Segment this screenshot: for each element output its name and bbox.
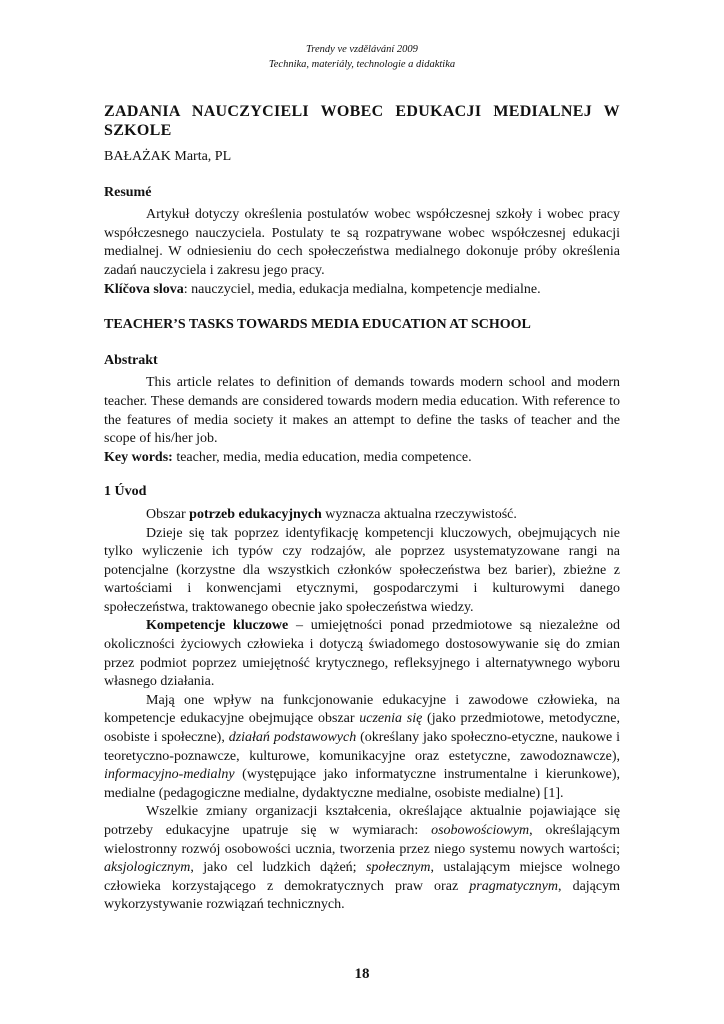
abstract-heading: Abstrakt bbox=[104, 352, 158, 368]
text-run: , dającym wykorzystywanie rozwiązań technicznych. bbox=[104, 878, 621, 913]
paragraph-5 bbox=[104, 803, 620, 915]
resume-heading: Resumé bbox=[104, 184, 152, 200]
italic-term: działań podstawowych bbox=[228, 730, 357, 746]
italic-term: uczenia się bbox=[359, 711, 423, 727]
paragraph-4 bbox=[104, 692, 620, 804]
keywords-en-list: teacher, media, media education, media competence. bbox=[172, 449, 472, 465]
article-title: ZADANIA NAUCZYCIELI WOBEC EDUKACJI MEDIALNEJ W SZKOLE bbox=[104, 103, 620, 139]
header-subtitle: Technika, materiály, technologie a didaktika bbox=[268, 59, 456, 70]
text-run: , określającym wielostronny rozwój osobowości ucznia, tworzenia przez niego systemu nowych wartości; bbox=[104, 823, 621, 857]
italic-term: społecznym bbox=[365, 860, 431, 876]
text-run: Mają one wpływ na funkcjonowanie edukacyjne i zawodowe człowieka, na kompetencje edukacyjne obejmujące obszar bbox=[104, 692, 620, 727]
keywords-pl bbox=[104, 281, 620, 300]
italic-term: informacyjno-medialny bbox=[104, 767, 235, 783]
resume-text: Artykuł dotyczy określenia postulatów wobec współczesnej szkoły i wobec pracy współczesnego nauczyciela. Postulaty te są rozpatrywane wobec współczesnej edukacji medialnej. W odniesieniu do cech społeczeństwa medialnego dokonuje próby określenia zadań nauczyciela i zakresu jego pracy. bbox=[104, 207, 620, 278]
running-header bbox=[0, 42, 724, 72]
text-run: Obszar bbox=[146, 506, 190, 522]
keywords-pl-label: Klíčova slova bbox=[104, 281, 184, 297]
paragraph-3 bbox=[104, 617, 620, 691]
article-author: BAŁAŻAK Marta, PL bbox=[104, 149, 232, 164]
page-number: 18 bbox=[354, 966, 370, 982]
section-heading-intro: 1 Úvod bbox=[104, 484, 147, 500]
english-title: TEACHER’S TASKS TOWARDS MEDIA EDUCATION AT SCHOOL bbox=[104, 317, 531, 333]
text-run: (występujące jako informatyczne instrumentalne i kierunkowe), medialne (pedagogiczne medialne, dydaktyczne medialne, osobiste medialne) [1]. bbox=[104, 767, 620, 801]
paragraph-2: Dzieje się tak poprzez identyfikację kompetencji kluczowych, obejmujących nie tylko wyliczenie ich typów czy rodzajów, ale poprzez usystematyzowane rangi na potencjalne (korzystne dla wszystkich członków społeczeństwa bez barier), zbieżne z wartościami i konwencjami etycznymi, gospodarczymi i kulturowymi danego społeczeństwa, traktowanego obecnie jako społeczeństwa wiedzy. bbox=[104, 525, 620, 615]
text-run: , ustalającym miejsce wolnego człowieka korzystającego z demokratycznych praw oraz bbox=[104, 860, 620, 894]
header-conference: Trendy ve vzdělávání 2009 bbox=[306, 44, 418, 55]
abstract-text: This article relates to definition of demands towards modern school and modern teacher. These demands are considered towards modern media education. With reference to the features of media society it makes an attempt to define the tasks of teacher and the scope of his/her job. bbox=[104, 375, 620, 447]
text-run: wyznacza aktualna rzeczywistość. bbox=[321, 506, 517, 522]
italic-term: osobowościowym bbox=[431, 823, 530, 838]
keywords-pl-list: : nauczyciel, media, edukacja medialna, kompetencje medialne. bbox=[183, 281, 541, 297]
text-run: (jako przedmiotowe, metodyczne, osobiste i społeczne), bbox=[104, 711, 621, 746]
text-run: (określany jako społeczno-etyczne, naukowe i teoretyczno-poznawcze, kulturowe, komunikacyjne oraz estetyczne, zawodoznawcze), bbox=[104, 730, 621, 764]
bold-term: Kompetencje kluczowe bbox=[146, 618, 289, 634]
bold-term: potrzeb edukacyjnych bbox=[189, 506, 322, 522]
paragraph-1 bbox=[104, 506, 620, 525]
text-run: , jako cel ludzkich dążeń; bbox=[190, 860, 366, 876]
keywords-en bbox=[104, 449, 620, 468]
italic-term: pragmatycznym bbox=[469, 878, 558, 894]
keywords-en-label: Key words: bbox=[104, 449, 173, 465]
text-run: Wszelkie zmiany organizacji kształcenia, określające aktualnie pojawiające się potrzeby edukacyjne upatruje się w wymiarach: bbox=[104, 804, 620, 838]
italic-term: aksjologicznym bbox=[104, 860, 191, 876]
article-body bbox=[104, 102, 620, 915]
text-run: – umiejętności ponad przedmiotowe są niezależne od okoliczności życiowych człowieka i dotyczą świadomego dostosowywanie się do zmian przez podmiot poprzez umiejętność krytycznego, refleksyjnego i alternatywnego wyboru własnego działania. bbox=[104, 618, 620, 690]
